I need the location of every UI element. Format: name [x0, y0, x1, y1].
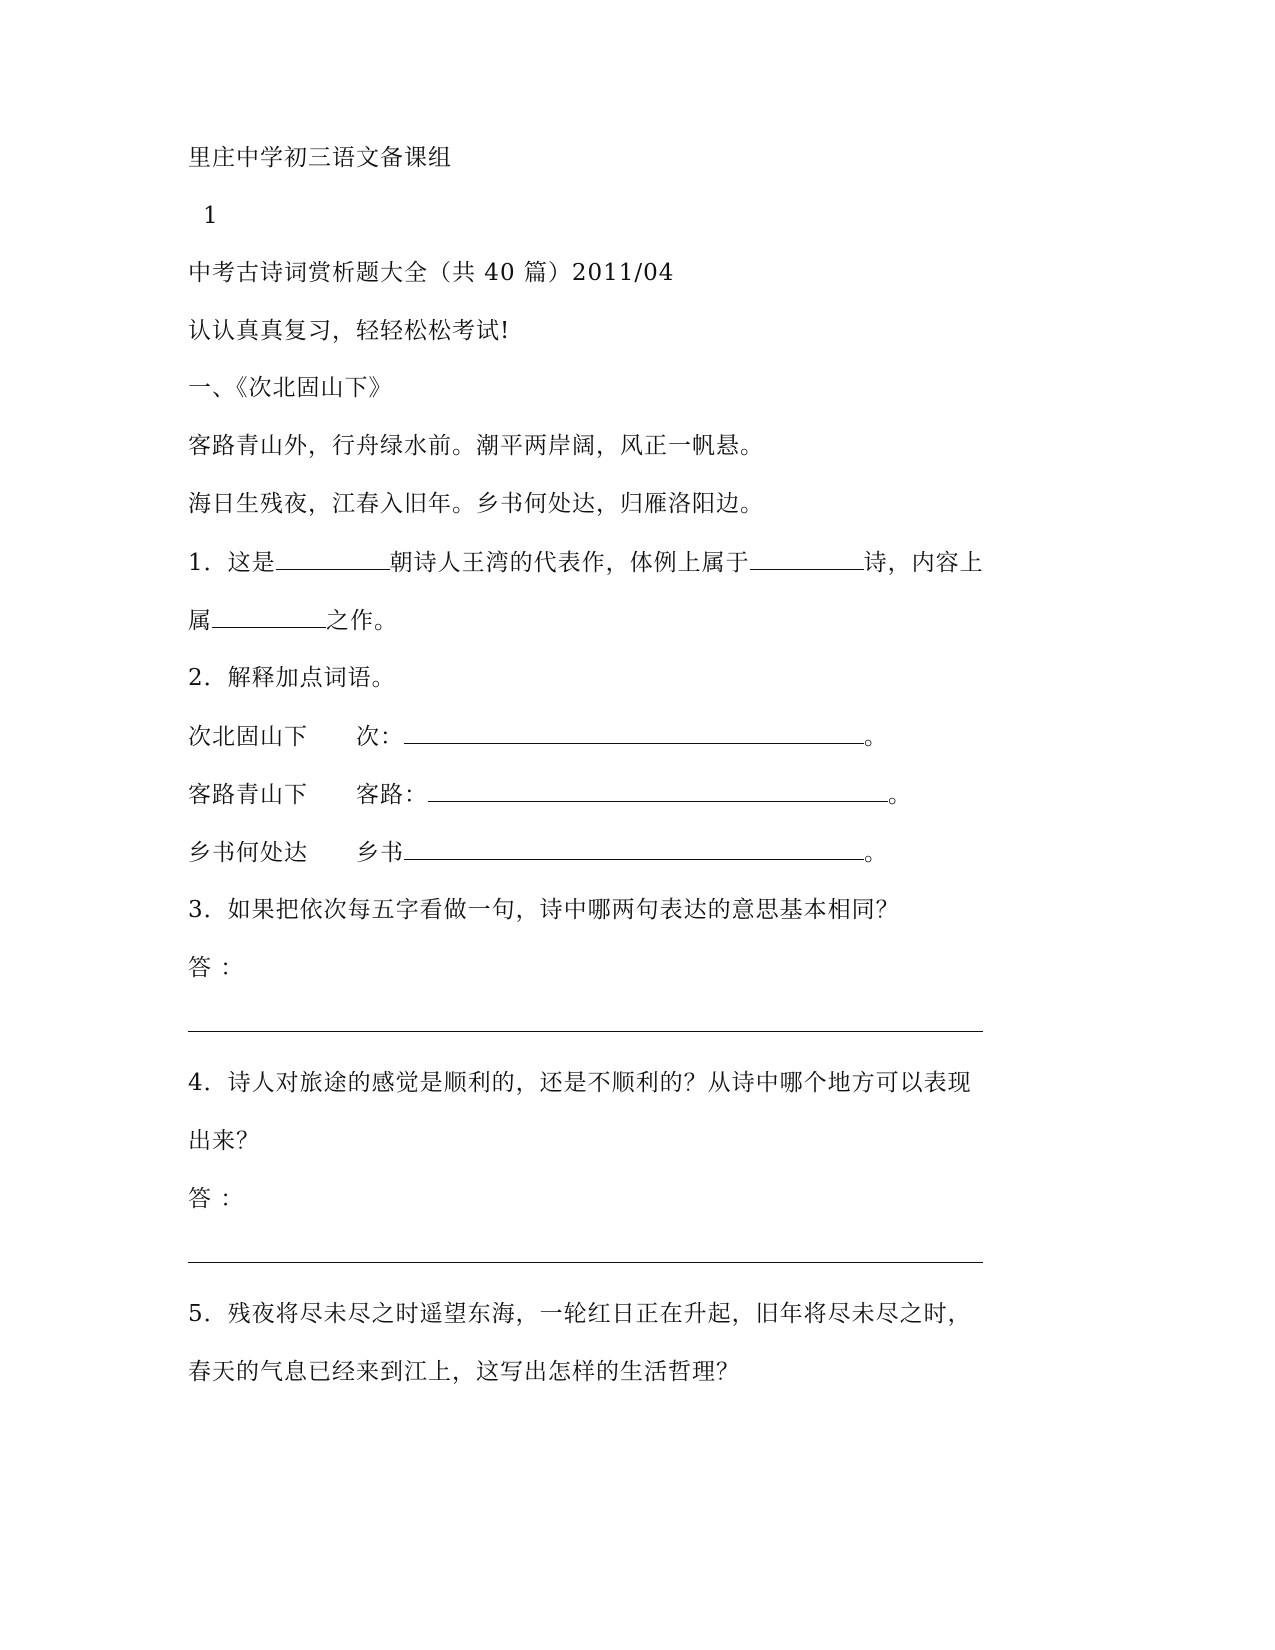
q2-item-1-end: 。	[864, 724, 888, 750]
question-5-prompt-line-2: 春天的气息已经来到江上，这写出怎样的生活哲理？	[188, 1359, 740, 1385]
q1-blank-form[interactable]	[750, 547, 864, 570]
poem-line-1: 客路青山外，行舟绿水前。潮平两岸阔，风正一帆悬。	[188, 433, 764, 459]
school-header: 里庄中学初三语文备课组	[188, 145, 452, 171]
motto: 认认真真复习，轻轻松松考试!	[188, 318, 511, 344]
q1-blank-content[interactable]	[212, 605, 326, 628]
question-2-prompt: 2．解释加点词语。	[188, 665, 396, 691]
q1-part-b: 朝诗人王湾的代表作，体例上属于	[389, 550, 750, 576]
document-title: 中考古诗词赏析题大全（共 40 篇）2011/04	[188, 260, 675, 286]
q3-answer-line[interactable]	[188, 1031, 983, 1032]
q3-answer-label: 答 ：	[188, 955, 245, 981]
q1-part-c: 诗，内容上	[863, 550, 984, 576]
q2-item-1-phrase: 次北固山下	[188, 724, 308, 750]
question-4-prompt-line-2: 出来？	[188, 1128, 260, 1154]
q2-item-2	[188, 779, 912, 810]
q2-item-3-term: 乡书	[356, 840, 404, 866]
q2-item-3-phrase: 乡书何处达	[188, 840, 308, 866]
page-number: 1	[203, 203, 219, 229]
q2-item-1	[188, 721, 888, 752]
q4-answer-line[interactable]	[188, 1262, 983, 1263]
q2-item-3-blank[interactable]	[404, 837, 864, 860]
q1-part-e: 之作。	[326, 608, 398, 634]
q2-item-3-end: 。	[864, 840, 888, 866]
question-1-line-1	[188, 547, 984, 578]
section-heading: 一、《次北固山下》	[188, 375, 393, 401]
q2-item-1-term: 次：	[356, 724, 404, 750]
q2-item-2-blank[interactable]	[428, 779, 888, 802]
q1-part-d: 属	[188, 608, 212, 634]
q2-item-2-term: 客路：	[356, 782, 428, 808]
q4-answer-label: 答 ：	[188, 1186, 245, 1212]
q2-item-2-end: 。	[888, 782, 912, 808]
q2-item-2-phrase: 客路青山下	[188, 782, 308, 808]
q2-item-1-blank[interactable]	[404, 721, 864, 744]
question-4-prompt-line-1: 4．诗人对旅途的感觉是顺利的，还是不顺利的？从诗中哪个地方可以表现	[188, 1070, 972, 1096]
question-3-prompt: 3．如果把依次每五字看做一句，诗中哪两句表达的意思基本相同？	[188, 897, 900, 923]
q2-item-3	[188, 837, 888, 868]
q1-part-a: 1．这是	[188, 550, 276, 576]
question-1-line-2	[188, 605, 398, 636]
q1-blank-dynasty[interactable]	[276, 547, 390, 570]
question-5-prompt-line-1: 5．残夜将尽未尽之时遥望东海，一轮红日正在升起，旧年将尽未尽之时，	[188, 1301, 972, 1327]
poem-line-2: 海日生残夜，江春入旧年。乡书何处达，归雁洛阳边。	[188, 491, 764, 517]
